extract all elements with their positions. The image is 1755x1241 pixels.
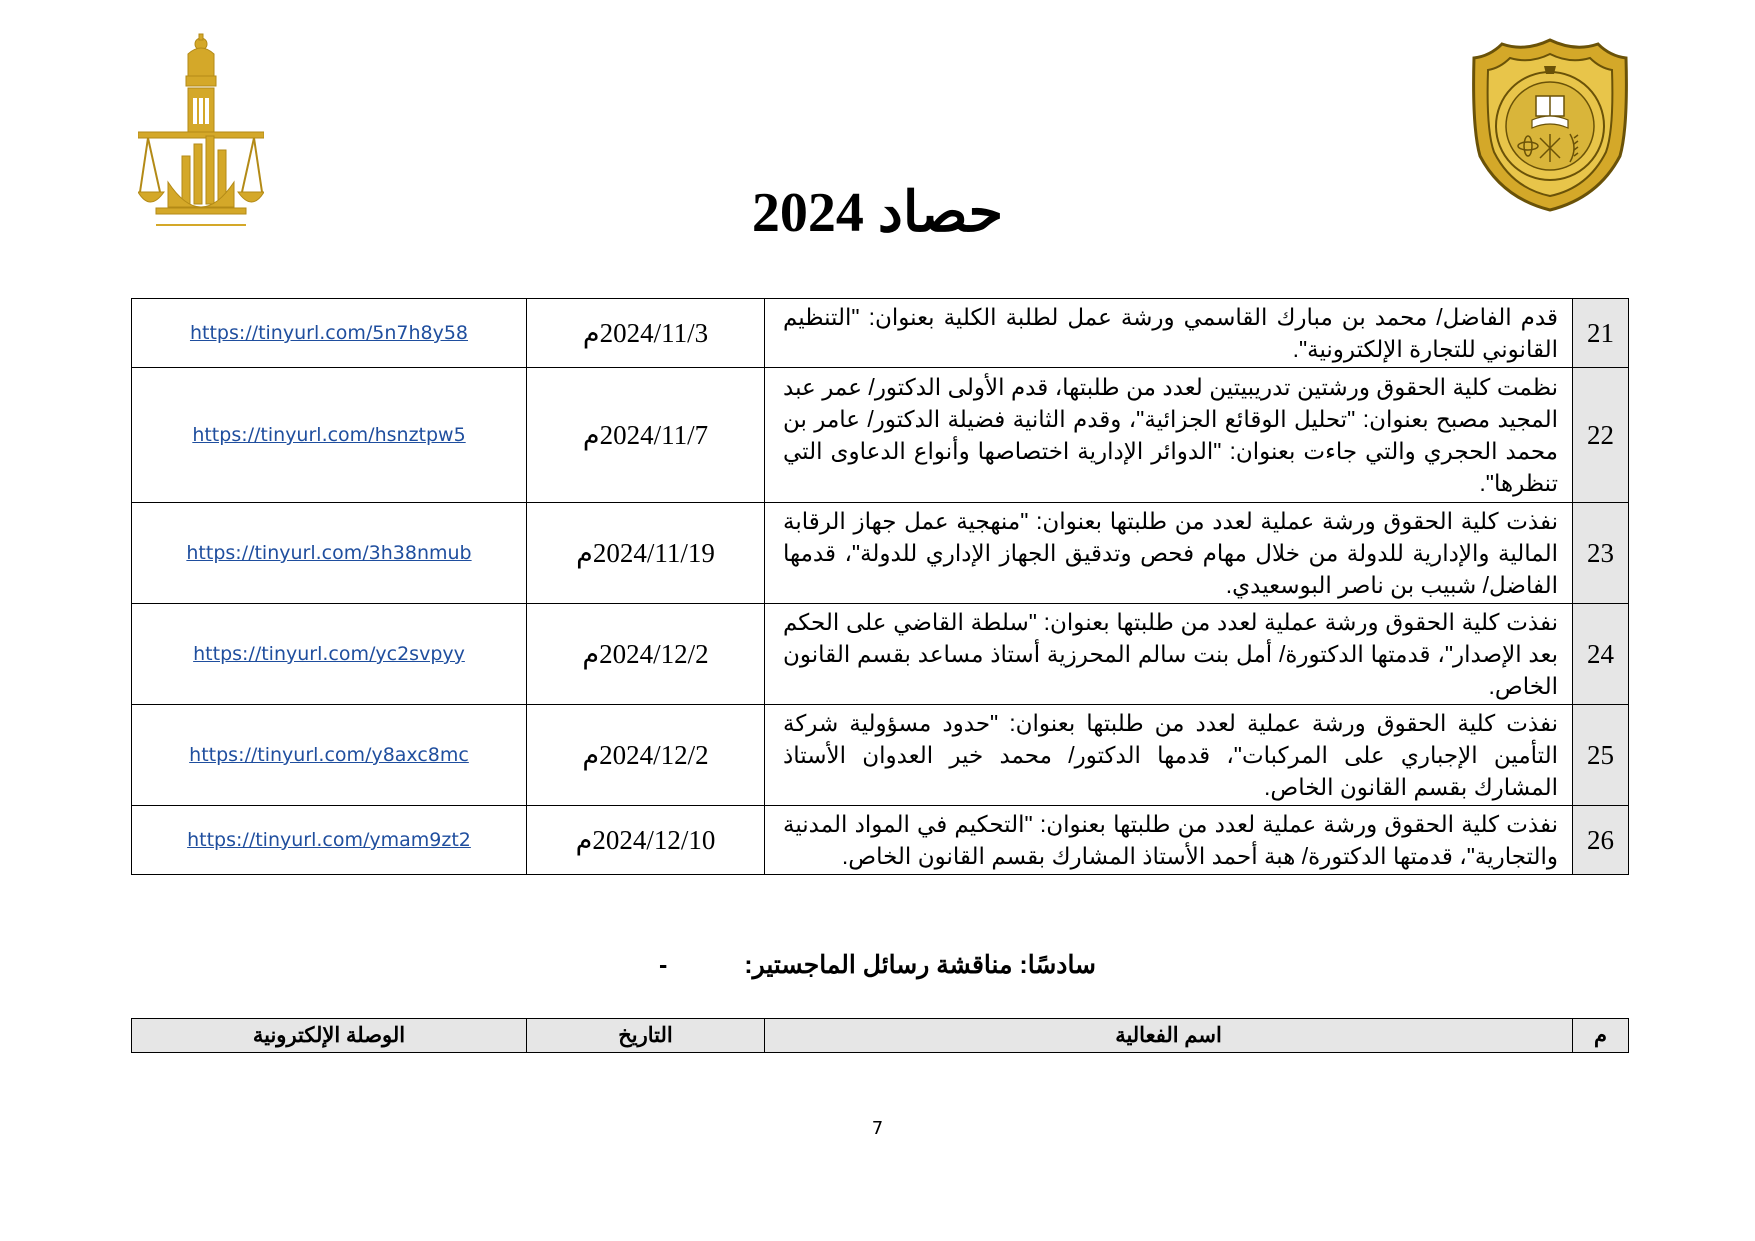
header-row (132, 1019, 1629, 1053)
activity-date: 2024/11/3م (527, 299, 765, 368)
activity-description: نظمت كلية الحقوق ورشتين تدريبيتين لعدد من طلبتها، قدم الأولى الدكتور/ عمر عبد المجيد مصبح بعنوان: "تحليل الوقائع الجزائية"، وقدم الثانية فضيلة الدكتور/ عامر بن محمد الحجري والتي جاءت بعنوان: "الدوائر الإدارية اختصاصها وأنواع الدعاوى التي تنظرها". (765, 368, 1573, 503)
table-row (132, 368, 1629, 503)
section-dash: - (658, 951, 668, 979)
page-number: 7 (871, 1118, 884, 1139)
table-row (132, 503, 1629, 604)
activity-link[interactable]: https://tinyurl.com/y8axc8mc (189, 744, 469, 766)
activity-date: 2024/11/7م (527, 368, 765, 503)
activity-link[interactable]: https://tinyurl.com/hsnztpw5 (192, 424, 466, 446)
header-date: التاريخ (527, 1019, 765, 1053)
table-row (132, 705, 1629, 806)
header-num: م (1573, 1019, 1629, 1053)
activity-description: نفذت كلية الحقوق ورشة عملية لعدد من طلبتها بعنوان: "حدود مسؤولية شركة التأمين الإجباري على المركبات"، قدمها الدكتور/ محمد خير العدوان الأستاذ المشارك بقسم القانون الخاص. (765, 705, 1573, 806)
masters-table-header (131, 1018, 1629, 1053)
activity-link[interactable]: https://tinyurl.com/3h38nmub (186, 542, 472, 564)
table-row (132, 299, 1629, 368)
activity-date: 2024/12/2م (527, 604, 765, 705)
activity-date: 2024/12/2م (527, 705, 765, 806)
activity-description: نفذت كلية الحقوق ورشة عملية لعدد من طلبتها بعنوان: "التحكيم في المواد المدنية والتجارية"، قدمتها الدكتورة/ هبة أحمد الأستاذ المشارك بقسم القانون الخاص. (765, 806, 1573, 875)
section-heading (0, 950, 1755, 980)
activity-date: 2024/11/19م (527, 503, 765, 604)
section-title: سادسًا: مناقشة رسائل الماجستير: (744, 951, 1097, 979)
page-title: حصاد 2024 (751, 182, 1004, 244)
row-number: 26 (1573, 806, 1629, 875)
row-number: 23 (1573, 503, 1629, 604)
row-number: 24 (1573, 604, 1629, 705)
table-row (132, 806, 1629, 875)
header-link: الوصلة الإلكترونية (132, 1019, 527, 1053)
activity-link[interactable]: https://tinyurl.com/yc2svpyy (193, 643, 465, 665)
row-number: 22 (1573, 368, 1629, 503)
activity-description: نفذت كلية الحقوق ورشة عملية لعدد من طلبتها بعنوان: "منهجية عمل جهاز الرقابة المالية والإدارية للدولة من خلال مهام فحص وتدقيق الجهاز الإداري للدولة"، قدمها الفاضل/ شبيب بن ناصر البوسعيدي. (765, 503, 1573, 604)
table-row (132, 604, 1629, 705)
header-name: اسم الفعالية (765, 1019, 1573, 1053)
row-number: 25 (1573, 705, 1629, 806)
row-number: 21 (1573, 299, 1629, 368)
activity-link[interactable]: https://tinyurl.com/ymam9zt2 (187, 829, 471, 851)
activities-table (131, 298, 1629, 875)
activity-date: 2024/12/10م (527, 806, 765, 875)
activity-description: قدم الفاضل/ محمد بن مبارك القاسمي ورشة عمل لطلبة الكلية بعنوان: "التنظيم القانوني للتجارة الإلكترونية". (765, 299, 1573, 368)
activity-link[interactable]: https://tinyurl.com/5n7h8y58 (189, 322, 469, 344)
activity-description: نفذت كلية الحقوق ورشة عملية لعدد من طلبتها بعنوان: "سلطة القاضي على الحكم بعد الإصدار"، قدمتها الدكتورة/ أمل بنت سالم المحرزية أستاذ مساعد بقسم القانون الخاص. (765, 604, 1573, 705)
